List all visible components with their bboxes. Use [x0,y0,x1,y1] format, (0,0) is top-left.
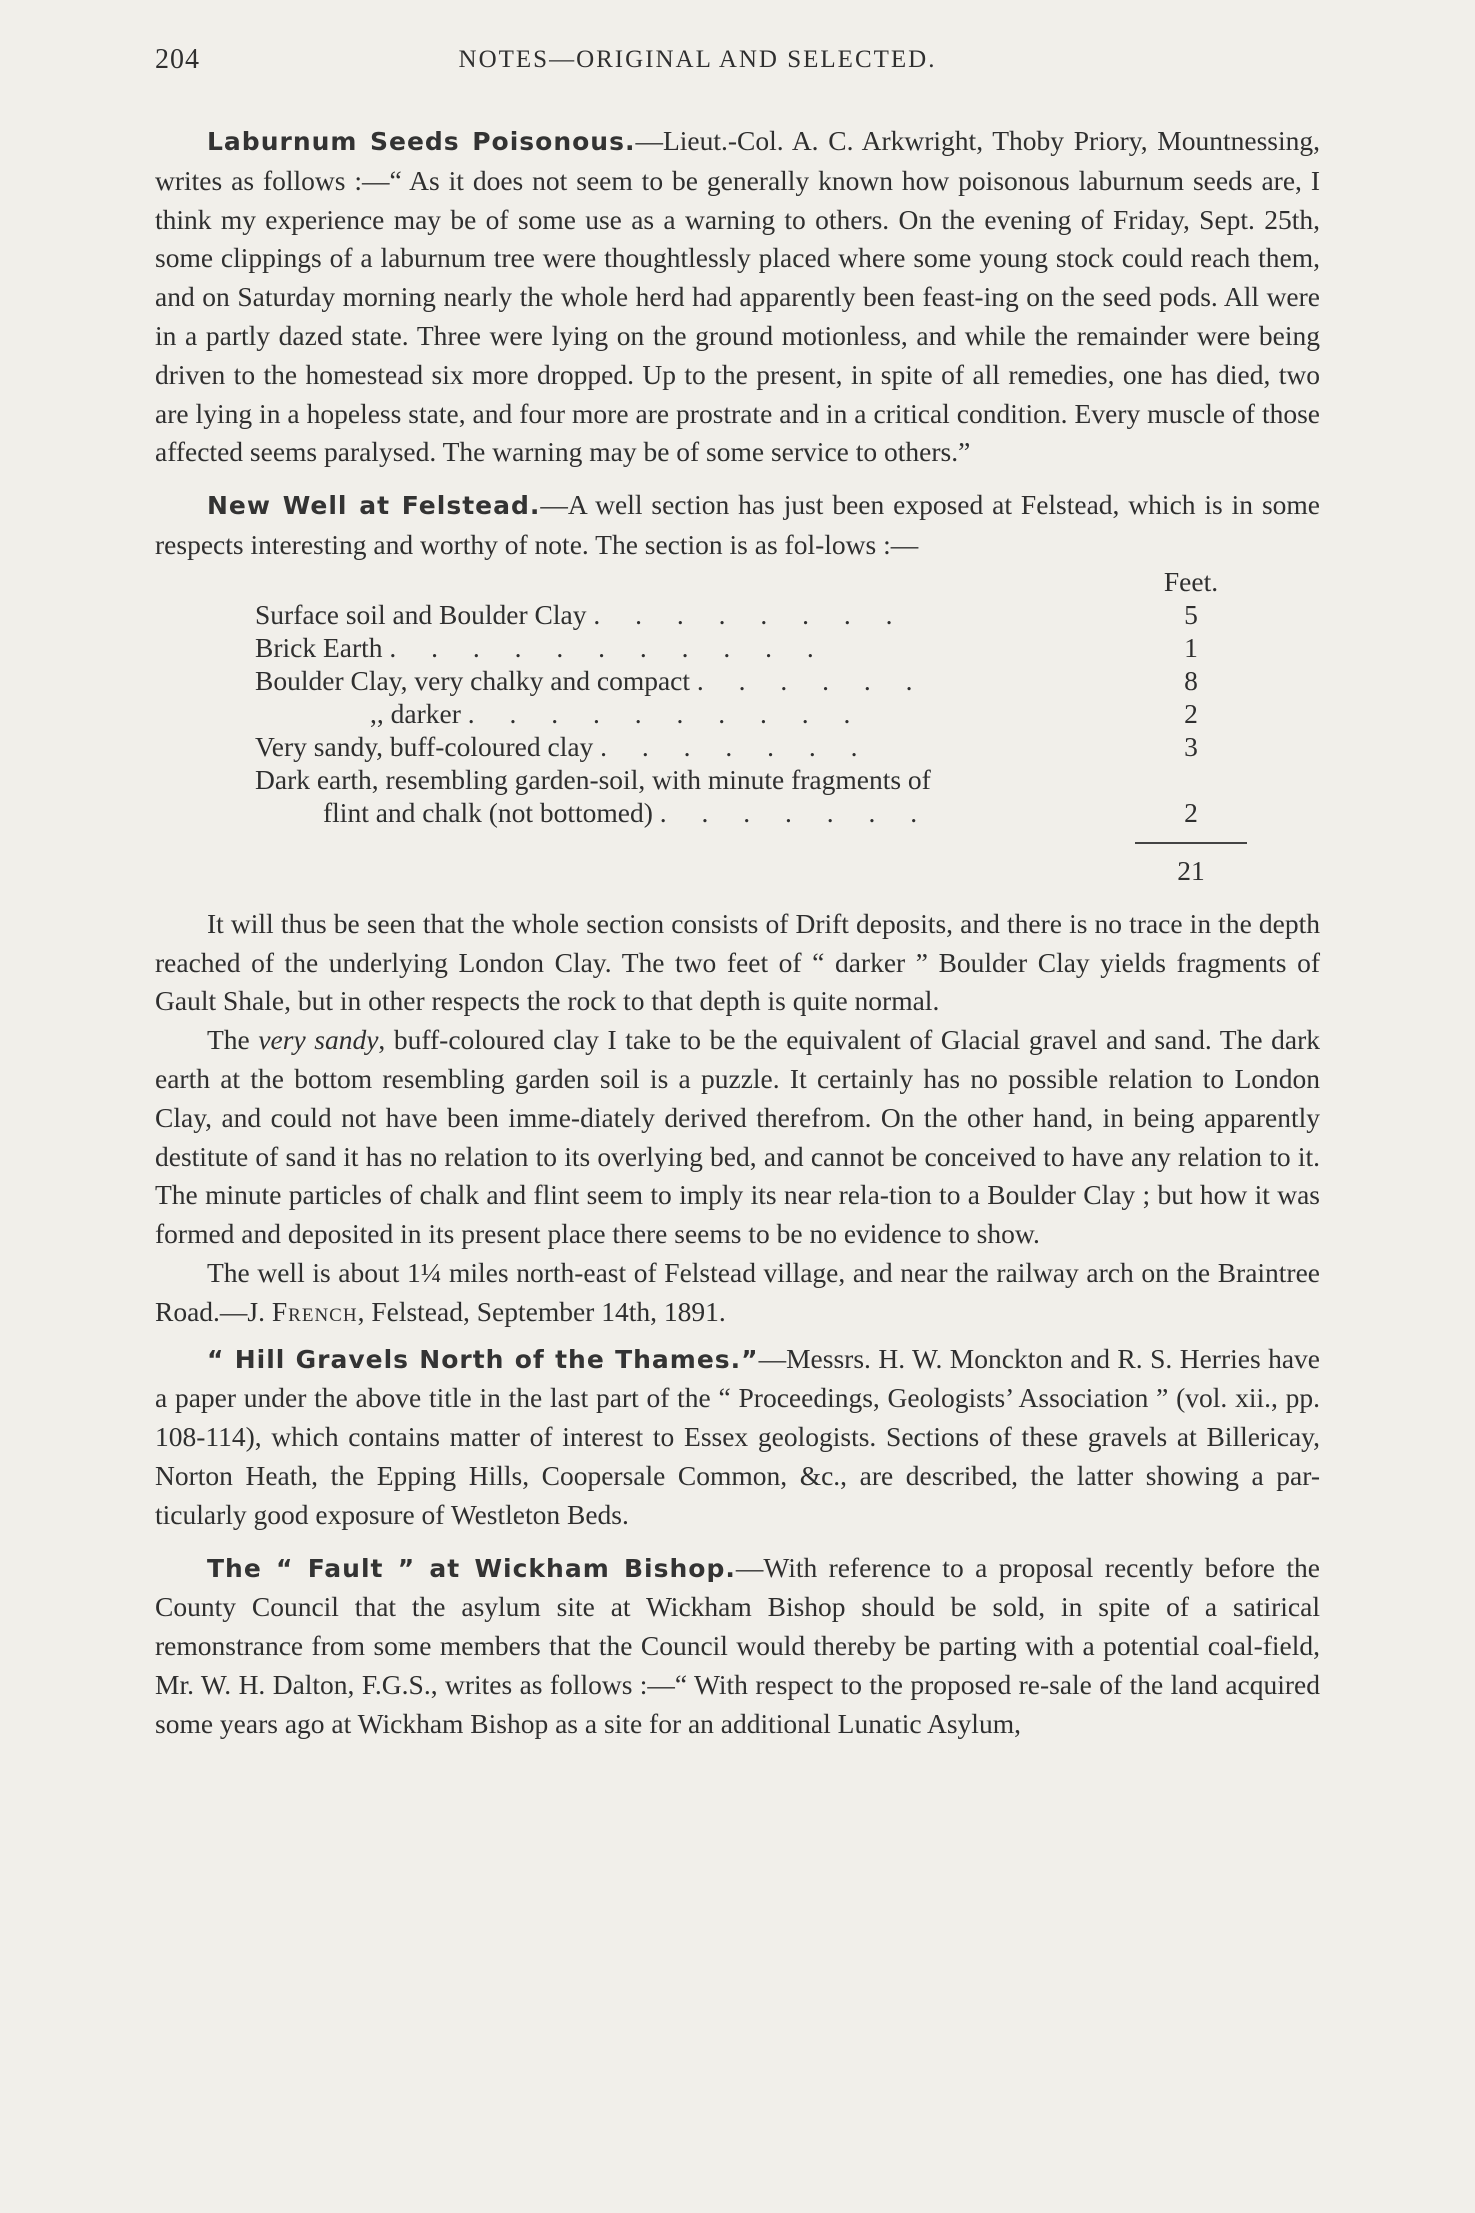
well-paragraph [155,486,1320,565]
row-label: Dark earth, resembling garden-soil, with minute fragments of [255,763,931,795]
emphasis: very sandy [258,1024,379,1056]
row-value: 1 [1184,631,1198,663]
table-row [255,730,1247,763]
table-row [255,796,1247,829]
row-dots: . . . . . . . [600,730,872,762]
row-dots: . . . . . . . . . . [467,697,865,729]
fault-heading: The “ Fault ” at Wickham Bishop. [207,1553,736,1583]
well-signature: The well is about 1¼ miles north-east of Felstead village, and near the railway arch on the Braintree Road.—J. French, Felstead, September 14th, 1891. [155,1256,1320,1327]
row-value: 2 [1184,796,1198,828]
well-section-table [255,565,1247,887]
table-row [255,598,1247,631]
running-title: NOTES—ORIGINAL AND SELECTED. [458,46,937,73]
row-value: 3 [1184,730,1198,762]
row-label: Surface soil and Boulder Clay [255,598,587,630]
row-label: flint and chalk (not bottomed) [323,796,653,828]
author-name: French [271,1295,358,1327]
row-dots: . . . . . . . [659,796,932,828]
hill-paragraph [155,1340,1320,1535]
laburnum-paragraph [155,122,1320,472]
row-value: 8 [1184,664,1198,696]
row-label: Brick Earth [255,631,383,663]
table-row [255,631,1247,664]
row-dots: . . . . . . [696,664,927,696]
row-value: 2 [1184,697,1198,729]
page [155,40,1320,1744]
row-label: Boulder Clay, very chalky and compact [255,664,691,696]
row-label: Very sandy, buff-coloured clay [255,730,594,762]
page-number: 204 [155,44,200,75]
row-value: 5 [1184,598,1198,630]
well-text: —A well section has just been exposed at Felstead, which is in some respects interesting and worthy of note. The section is as fol-lows :— [155,489,1320,560]
table-row [255,763,1247,796]
well-discussion-2: The very sandy, buff-coloured clay I take to be the equivalent of Glacial gravel and sand. The dark earth at the bottom resembling garden soil is a puzzle. It certainly has no possible relation to London Clay, and could not have been imme-diately derived therefrom. On the other hand, in being apparently destitute of sand it has no relation to its overlying bed, and cannot be conceived to have any relation to it. The minute particles of chalk and flint seem to imply its near rela-tion to a Boulder Clay ; but how it was formed and deposited in its present place there seems to be no evidence to show. [155,1024,1320,1250]
row-label: ,, darker [370,697,461,729]
laburnum-text: —Lieut.-Col. A. C. Arkwright, Thoby Priory, Mountnessing, writes as follows :—“ As it does not seem to be generally known how poisonous laburnum seeds are, I think my experience may be of some use as a warning to others. On the evening of Friday, Sept. 25th, some clippings of a laburnum tree were thoughtlessly placed where some young stock could reach them, and on Saturday morning nearly the whole herd had apparently been feast-ing on the seed pods. All were in a partly dazed state. Three were lying on the ground motionless, and while the remainder were being driven to the homestead six more dropped. Up to the present, in spite of all remedies, one has died, two are lying in a hopeless state, and four more are prostrate and in a critical condition. Every muscle of those affected seems paralysed. The warning may be of some service to others.” [155,125,1320,468]
fault-paragraph [155,1549,1320,1744]
well-heading: New Well at Felstead. [207,491,541,521]
fault-text: —With reference to a proposal recently before the County Council that the asylum site at Wickham Bishop should be sold, in spite of a satirical remonstrance from some members that the Council would thereby be parting with a potential coal-field, Mr. W. H. Dalton, F.G.S., writes as follows :—“ With respect to the proposed re-sale of the land acquired some years ago at Wickham Bishop as a site for an additional Lunatic Asylum, [155,1551,1320,1739]
table-row [255,664,1247,697]
well-discussion-1: It will thus be seen that the whole section consists of Drift deposits, and there is no trace in the depth reached of the underlying London Clay. The two feet of “ darker ” Boulder Clay yields fragments of Gault Shale, but in other respects the rock to that depth is quite normal. [155,907,1320,1017]
hill-text: —Messrs. H. W. Monckton and R. S. Herries have a paper under the above title in the last part of the “ Proceedings, Geologists’ Association ” (vol. xii., pp. 108-114), which contains matter of interest to Essex geologists. Sections of these gravels at Billericay, Norton Heath, the Epping Hills, Coopersale Common, &c., are described, the latter showing a par-ticularly good exposure of Westleton Beds. [155,1342,1321,1530]
table-row [255,697,1247,730]
row-dots: . . . . . . . . [593,598,907,630]
laburnum-heading: Laburnum Seeds Poisonous. [207,127,636,156]
hill-heading: “ Hill Gravels North of the Thames.” [207,1344,759,1374]
total-value: 21 [1135,843,1247,887]
total-row [255,843,1247,887]
row-dots: . . . . . . . . . . . [389,631,828,663]
running-head [155,40,1320,80]
unit-header: Feet. [1163,565,1219,597]
